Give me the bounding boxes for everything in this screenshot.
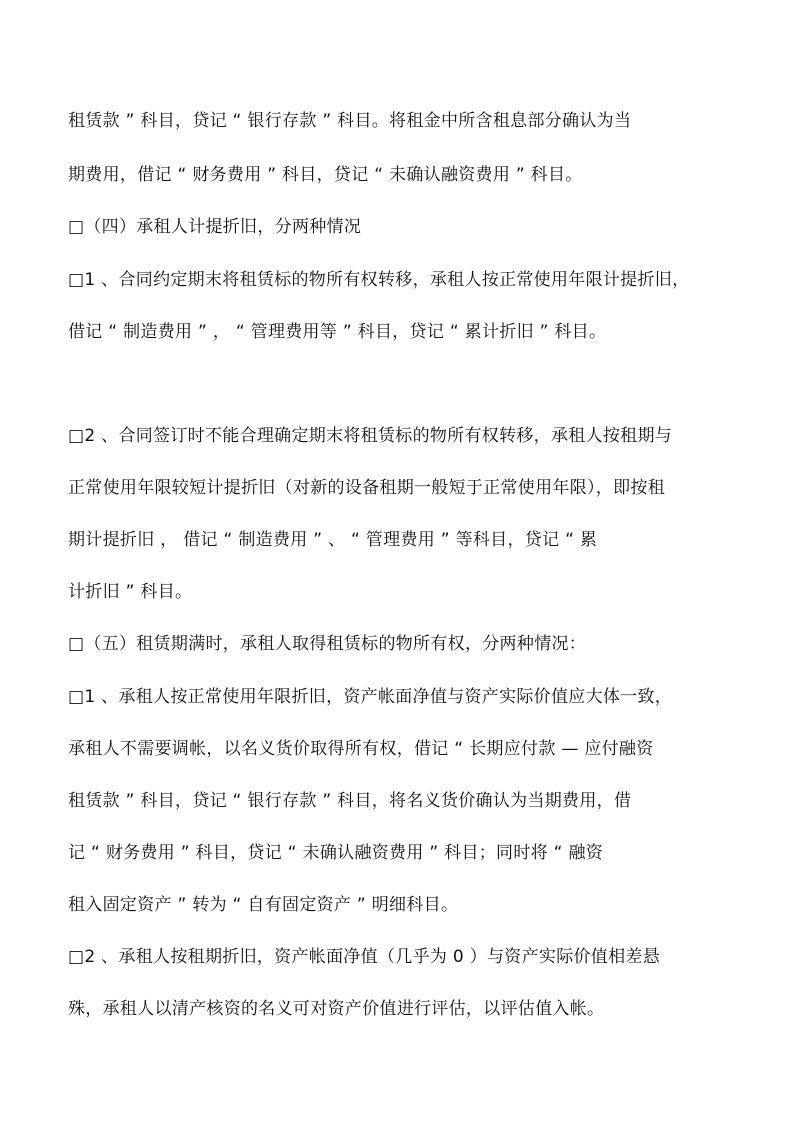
text-line: 租赁款 ” 科目，贷记 “ 银行存款 ” 科目。将租金中所含租息部分确认为当 (68, 111, 632, 131)
text-line: 殊，承租人以清产核资的名义可对资产价值进行评估，以评估值入帐。 (68, 999, 605, 1019)
text-line: 期计提折旧 ， 借记 “ 制造费用 ” 、 “ 管理费用 ” 等科目，贷记 “ 累 (68, 530, 598, 550)
text-line: 正常使用年限较短计提折旧（对新的设备租期一般短于正常使用年限），即按租 (68, 478, 665, 498)
text-line: 承租人不需要调帐，以名义货价取得所有权，借记 “ 长期应付款 — 应付融资 (68, 739, 654, 759)
section-heading: □（四）承租人计提折旧，分两种情况 (68, 217, 362, 237)
text-line: 记 “ 财务费用 ” 科目，贷记 “ 未确认融资费用 ” 科目；同时将 “ 融资 (68, 843, 604, 863)
text-line: 期费用，借记 “ 财务费用 ” 科目，贷记 “ 未确认融资费用 ” 科目。 (68, 165, 583, 185)
text-line: □1 、合同约定期末将租赁标的物所有权转移，承租人按正常使用年限计提折旧， (68, 270, 690, 290)
text-line: □2 、承租人按租期折旧，资产帐面净值（几乎为 0 ）与资产实际价值相差悬 (68, 947, 661, 967)
text-line: 计折旧 ” 科目。 (68, 582, 193, 602)
section-heading: □（五）租赁期满时，承租人取得租赁标的物所有权，分两种情况： (68, 634, 587, 654)
text-line: □1 、承租人按正常使用年限折旧，资产帐面净值与资产实际价值应大体一致， (68, 687, 673, 707)
text-line: 租赁款 ” 科目，贷记 “ 银行存款 ” 科目，将名义货价确认为当期费用，借 (68, 791, 632, 811)
text-line: 借记 “ 制造费用 ” ， “ 管理费用等 ” 科目，贷记 “ 累计折旧 ” 科目。 (68, 322, 607, 342)
text-line: □2 、合同签订时不能合理确定期末将租赁标的物所有权转移，承租人按租期与 (68, 426, 673, 446)
text-line: 租入固定资产 ” 转为 “ 自有固定资产 ” 明细科目。 (68, 895, 459, 915)
